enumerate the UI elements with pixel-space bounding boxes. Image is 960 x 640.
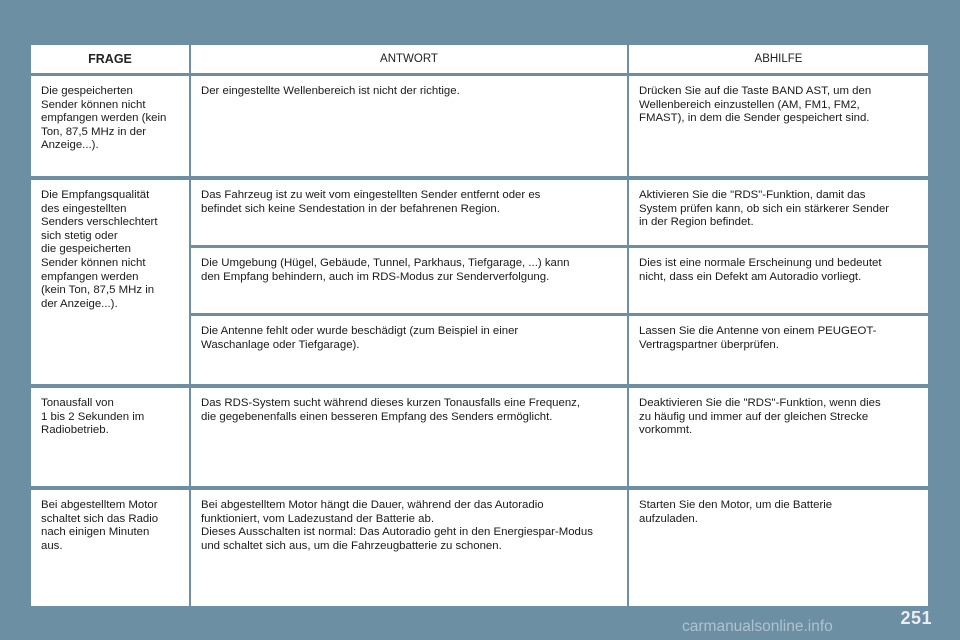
question-cell: Bei abgestelltem Motor schaltet sich das Radio nach einigen Minuten aus. xyxy=(31,490,189,606)
header-question: FRAGE xyxy=(31,45,189,73)
answer-cell: Das RDS-System sucht während dieses kurzen Tonausfalls eine Frequenz, die gegebenenfalls einen besseren Empfang des Senders ermöglicht. xyxy=(191,388,627,486)
question-cell: Die gespeicherten Sender können nicht empfangen werden (kein Ton, 87,5 MHz in der Anzeige...). xyxy=(31,76,189,176)
remedy-cell: Lassen Sie die Antenne von einem PEUGEOT- Vertragspartner überprüfen. xyxy=(629,316,928,384)
remedy-cell: Drücken Sie auf die Taste BAND AST, um den Wellenbereich einzustellen (AM, FM1, FM2, FMAST), in dem die Sender gespeichert sind. xyxy=(629,76,928,176)
question-cell: Die Empfangsqualität des eingestellten Senders verschlechtert sich stetig oder die gespeicherten Sender können nicht empfangen werden (kein Ton, 87,5 MHz in der Anzeige...). xyxy=(31,180,189,384)
remedy-cell: Dies ist eine normale Erscheinung und bedeutet nicht, dass ein Defekt am Autoradio vorliegt. xyxy=(629,248,928,313)
page-number: 251 xyxy=(900,608,932,628)
question-cell: Tonausfall von 1 bis 2 Sekunden im Radiobetrieb. xyxy=(31,388,189,486)
remedy-cell: Deaktivieren Sie die "RDS"-Funktion, wenn dies zu häufig und immer auf der gleichen Strecke vorkommt. xyxy=(629,388,928,486)
watermark: carmanualsonline.info xyxy=(682,618,833,635)
header-remedy: ABHILFE xyxy=(629,45,928,73)
answer-cell: Die Umgebung (Hügel, Gebäude, Tunnel, Parkhaus, Tiefgarage, ...) kann den Empfang behindern, auch im RDS-Modus zur Senderverfolgung. xyxy=(191,248,627,313)
remedy-cell: Aktivieren Sie die "RDS"-Funktion, damit das System prüfen kann, ob sich ein stärkerer Sender in der Region befindet. xyxy=(629,180,928,245)
header-answer: ANTWORT xyxy=(191,45,627,73)
answer-cell: Das Fahrzeug ist zu weit vom eingestellten Sender entfernt oder es befindet sich keine Sendestation in der befahrenen Region. xyxy=(191,180,627,245)
answer-cell: Bei abgestelltem Motor hängt die Dauer, während der das Autoradio funktioniert, vom Ladezustand der Batterie ab. Dieses Ausschalten ist normal: Das Autoradio geht in den Energiespar-Modus und schaltet sich aus, um die Fahrzeugbatterie zu schonen. xyxy=(191,490,627,606)
answer-cell: Die Antenne fehlt oder wurde beschädigt (zum Beispiel in einer Waschanlage oder Tiefgarage). xyxy=(191,316,627,384)
answer-cell: Der eingestellte Wellenbereich ist nicht der richtige. xyxy=(191,76,627,176)
remedy-cell: Starten Sie den Motor, um die Batterie aufzuladen. xyxy=(629,490,928,606)
